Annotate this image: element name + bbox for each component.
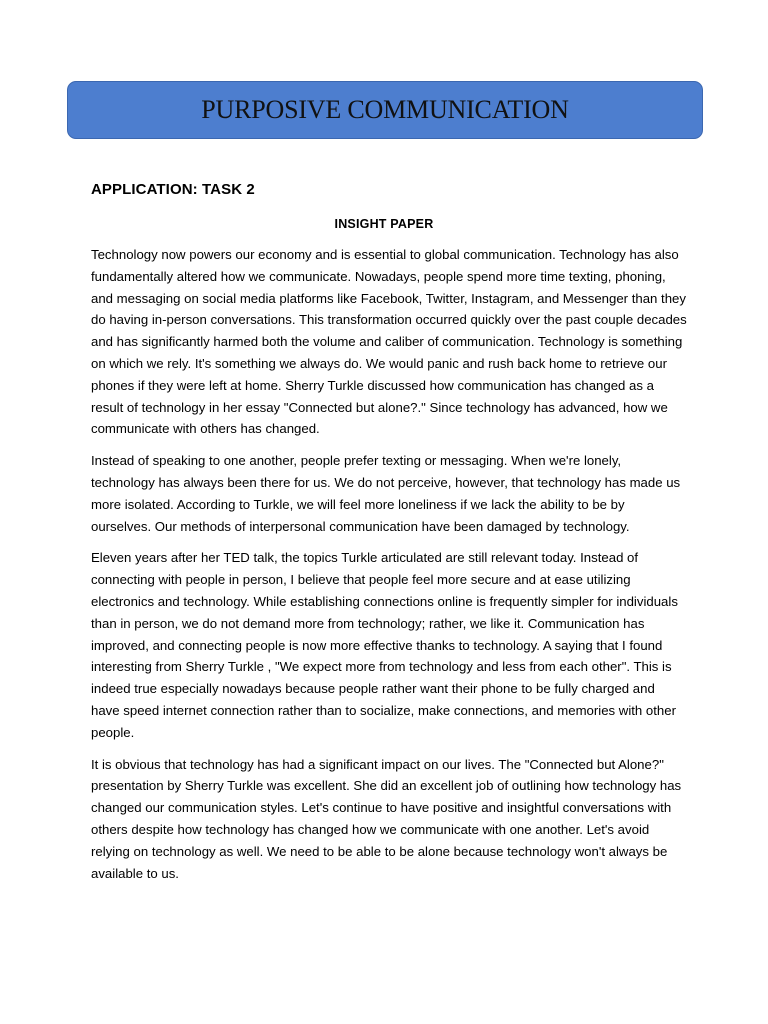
paragraph-1: Technology now powers our economy and is essential to global communication. Technology has also fundamentally altered how we communicate. Nowadays, people spend more time texting, phoning, and messaging on social media platforms like Facebook, Twitter, Instagram, and Messenger than they do having in-person conversations. This transformation occurred quickly over the past couple decades and has significantly harmed both the volume and caliber of communication. Technology is something on which we rely. It's something we always do. We would panic and rush back home to retrieve our phones if they were left at home. Sherry Turkle discussed how communication has changed as a result of technology in her essay "Connected but alone?." Since technology has advanced, how we communicate with others has changed. [91, 247, 687, 437]
paragraph-4: It is obvious that technology has had a significant impact on our lives. The "Connected but Alone?" presentation by Sherry Turkle was excellent. She did an excellent job of outlining how technology has changed our communication styles. Let's continue to have positive and insightful conversations with others despite how technology has changed how we communicate with one another. Let's avoid relying on technology as well. We need to be able to be alone because technology won't always be available to us. [91, 756, 682, 881]
body-text [91, 244, 687, 894]
paragraph-3: Eleven years after her TED talk, the topics Turkle articulated are still relevant today. Instead of connecting with people in person, I believe that people feel more secure and at ease utilizing electronics and technology. While establishing connections online is frequently simpler for individuals than in person, we do not demand more from technology; rather, we like it. Communication has improved, and connecting people is now more effective thanks to technology. A saying that I found interesting from Sherry Turkle , "We expect more from technology and less from each other". This is indeed true especially nowadays because people rather want their phone to be fully charged and have speed internet connection rather than to socialize, make connections, and memories with other people. [91, 550, 678, 740]
paper-subheading: INSIGHT PAPER [334, 217, 434, 231]
document-title: PURPOSIVE COMMUNICATION [201, 95, 569, 124]
paragraph-2: Instead of speaking to one another, people prefer texting or messaging. When we're lonely, technology has always been there for us. We do not perceive, however, that technology has made us more isolated. According to Turkle, we will feel more loneliness if we lack the ability to be by ourselves. Our methods of interpersonal communication have been damaged by technology. [91, 453, 681, 534]
title-banner [67, 81, 703, 139]
section-heading: APPLICATION: TASK 2 [91, 181, 255, 198]
